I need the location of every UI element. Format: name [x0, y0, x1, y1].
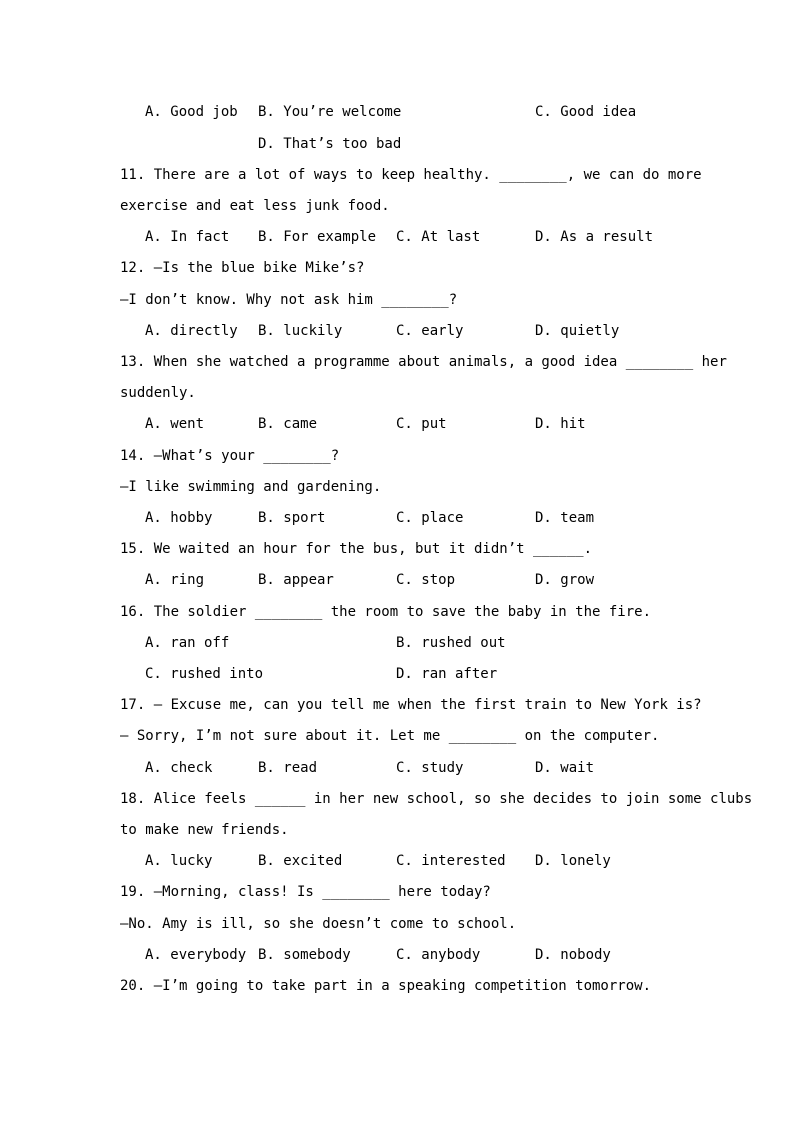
q18-stem-line-1: 18. Alice feels ______ in her new school, so she decides to join some clubs	[120, 791, 753, 807]
q16-option-c: C. rushed into	[145, 666, 264, 682]
q12-option-b: B. luckily	[258, 323, 343, 339]
q19-stem-line-1: 19. —Morning, class! Is ________ here today?	[120, 884, 491, 900]
q14-stem-line-2: —I like swimming and gardening.	[120, 479, 382, 495]
q17-option-b: B. read	[258, 760, 318, 776]
q19-option-b: B. somebody	[258, 947, 351, 963]
q14-option-a: A. hobby	[145, 510, 213, 526]
q11-stem-line-2: exercise and eat less junk food.	[120, 198, 390, 214]
q14-option-b: B. sport	[258, 510, 326, 526]
q17-stem-line-2: — Sorry, I’m not sure about it. Let me ________ on the computer.	[120, 728, 660, 744]
q11-option-b: B. For example	[258, 229, 377, 245]
q16-option-b: B. rushed out	[396, 635, 506, 651]
q13-stem-line-1: 13. When she watched a programme about animals, a good idea ________ her	[120, 354, 727, 370]
q17-option-a: A. check	[145, 760, 213, 776]
q13-option-b: B. came	[258, 416, 318, 432]
q10-option-b: B. You’re welcome	[258, 104, 402, 120]
q14-option-c: C. place	[396, 510, 464, 526]
q11-stem-line-1: 11. There are a lot of ways to keep healthy. ________, we can do more	[120, 167, 702, 183]
q15-option-c: C. stop	[396, 572, 456, 588]
q19-option-d: D. nobody	[535, 947, 611, 963]
q18-option-a: A. lucky	[145, 853, 213, 869]
q10-option-c: C. Good idea	[535, 104, 637, 120]
q11-option-a: A. In fact	[145, 229, 230, 245]
q18-option-d: D. lonely	[535, 853, 611, 869]
q16-option-a: A. ran off	[145, 635, 230, 651]
q13-stem-line-2: suddenly.	[120, 385, 196, 401]
q15-option-a: A. ring	[145, 572, 205, 588]
q16-option-d: D. ran after	[396, 666, 498, 682]
q11-option-c: C. At last	[396, 229, 481, 245]
q18-option-b: B. excited	[258, 853, 343, 869]
q11-option-d: D. As a result	[535, 229, 654, 245]
q17-option-d: D. wait	[535, 760, 595, 776]
q13-option-a: A. went	[145, 416, 205, 432]
q16-stem-line-1: 16. The soldier ________ the room to save the baby in the fire.	[120, 604, 652, 620]
q15-stem-line-1: 15. We waited an hour for the bus, but it didn’t ______.	[120, 541, 593, 557]
q14-stem-line-1: 14. —What’s your ________?	[120, 448, 340, 464]
q12-stem-line-2: —I don’t know. Why not ask him ________?	[120, 292, 458, 308]
q17-stem-line-1: 17. — Excuse me, can you tell me when the first train to New York is?	[120, 697, 702, 713]
q19-option-c: C. anybody	[396, 947, 481, 963]
q10-option-a: A. Good job	[145, 104, 238, 120]
q17-option-c: C. study	[396, 760, 464, 776]
q20-stem-line-1: 20. —I’m going to take part in a speaking competition tomorrow.	[120, 978, 652, 994]
q14-option-d: D. team	[535, 510, 595, 526]
q12-stem-line-1: 12. —Is the blue bike Mike’s?	[120, 260, 365, 276]
q18-option-c: C. interested	[396, 853, 506, 869]
q12-option-d: D. quietly	[535, 323, 620, 339]
q12-option-c: C. early	[396, 323, 464, 339]
q19-stem-line-2: —No. Amy is ill, so she doesn’t come to school.	[120, 916, 517, 932]
q12-option-a: A. directly	[145, 323, 238, 339]
q13-option-c: C. put	[396, 416, 447, 432]
q15-option-b: B. appear	[258, 572, 334, 588]
q13-option-d: D. hit	[535, 416, 586, 432]
q19-option-a: A. everybody	[145, 947, 247, 963]
q18-stem-line-2: to make new friends.	[120, 822, 289, 838]
q15-option-d: D. grow	[535, 572, 595, 588]
q10-option-d: D. That’s too bad	[258, 136, 402, 152]
